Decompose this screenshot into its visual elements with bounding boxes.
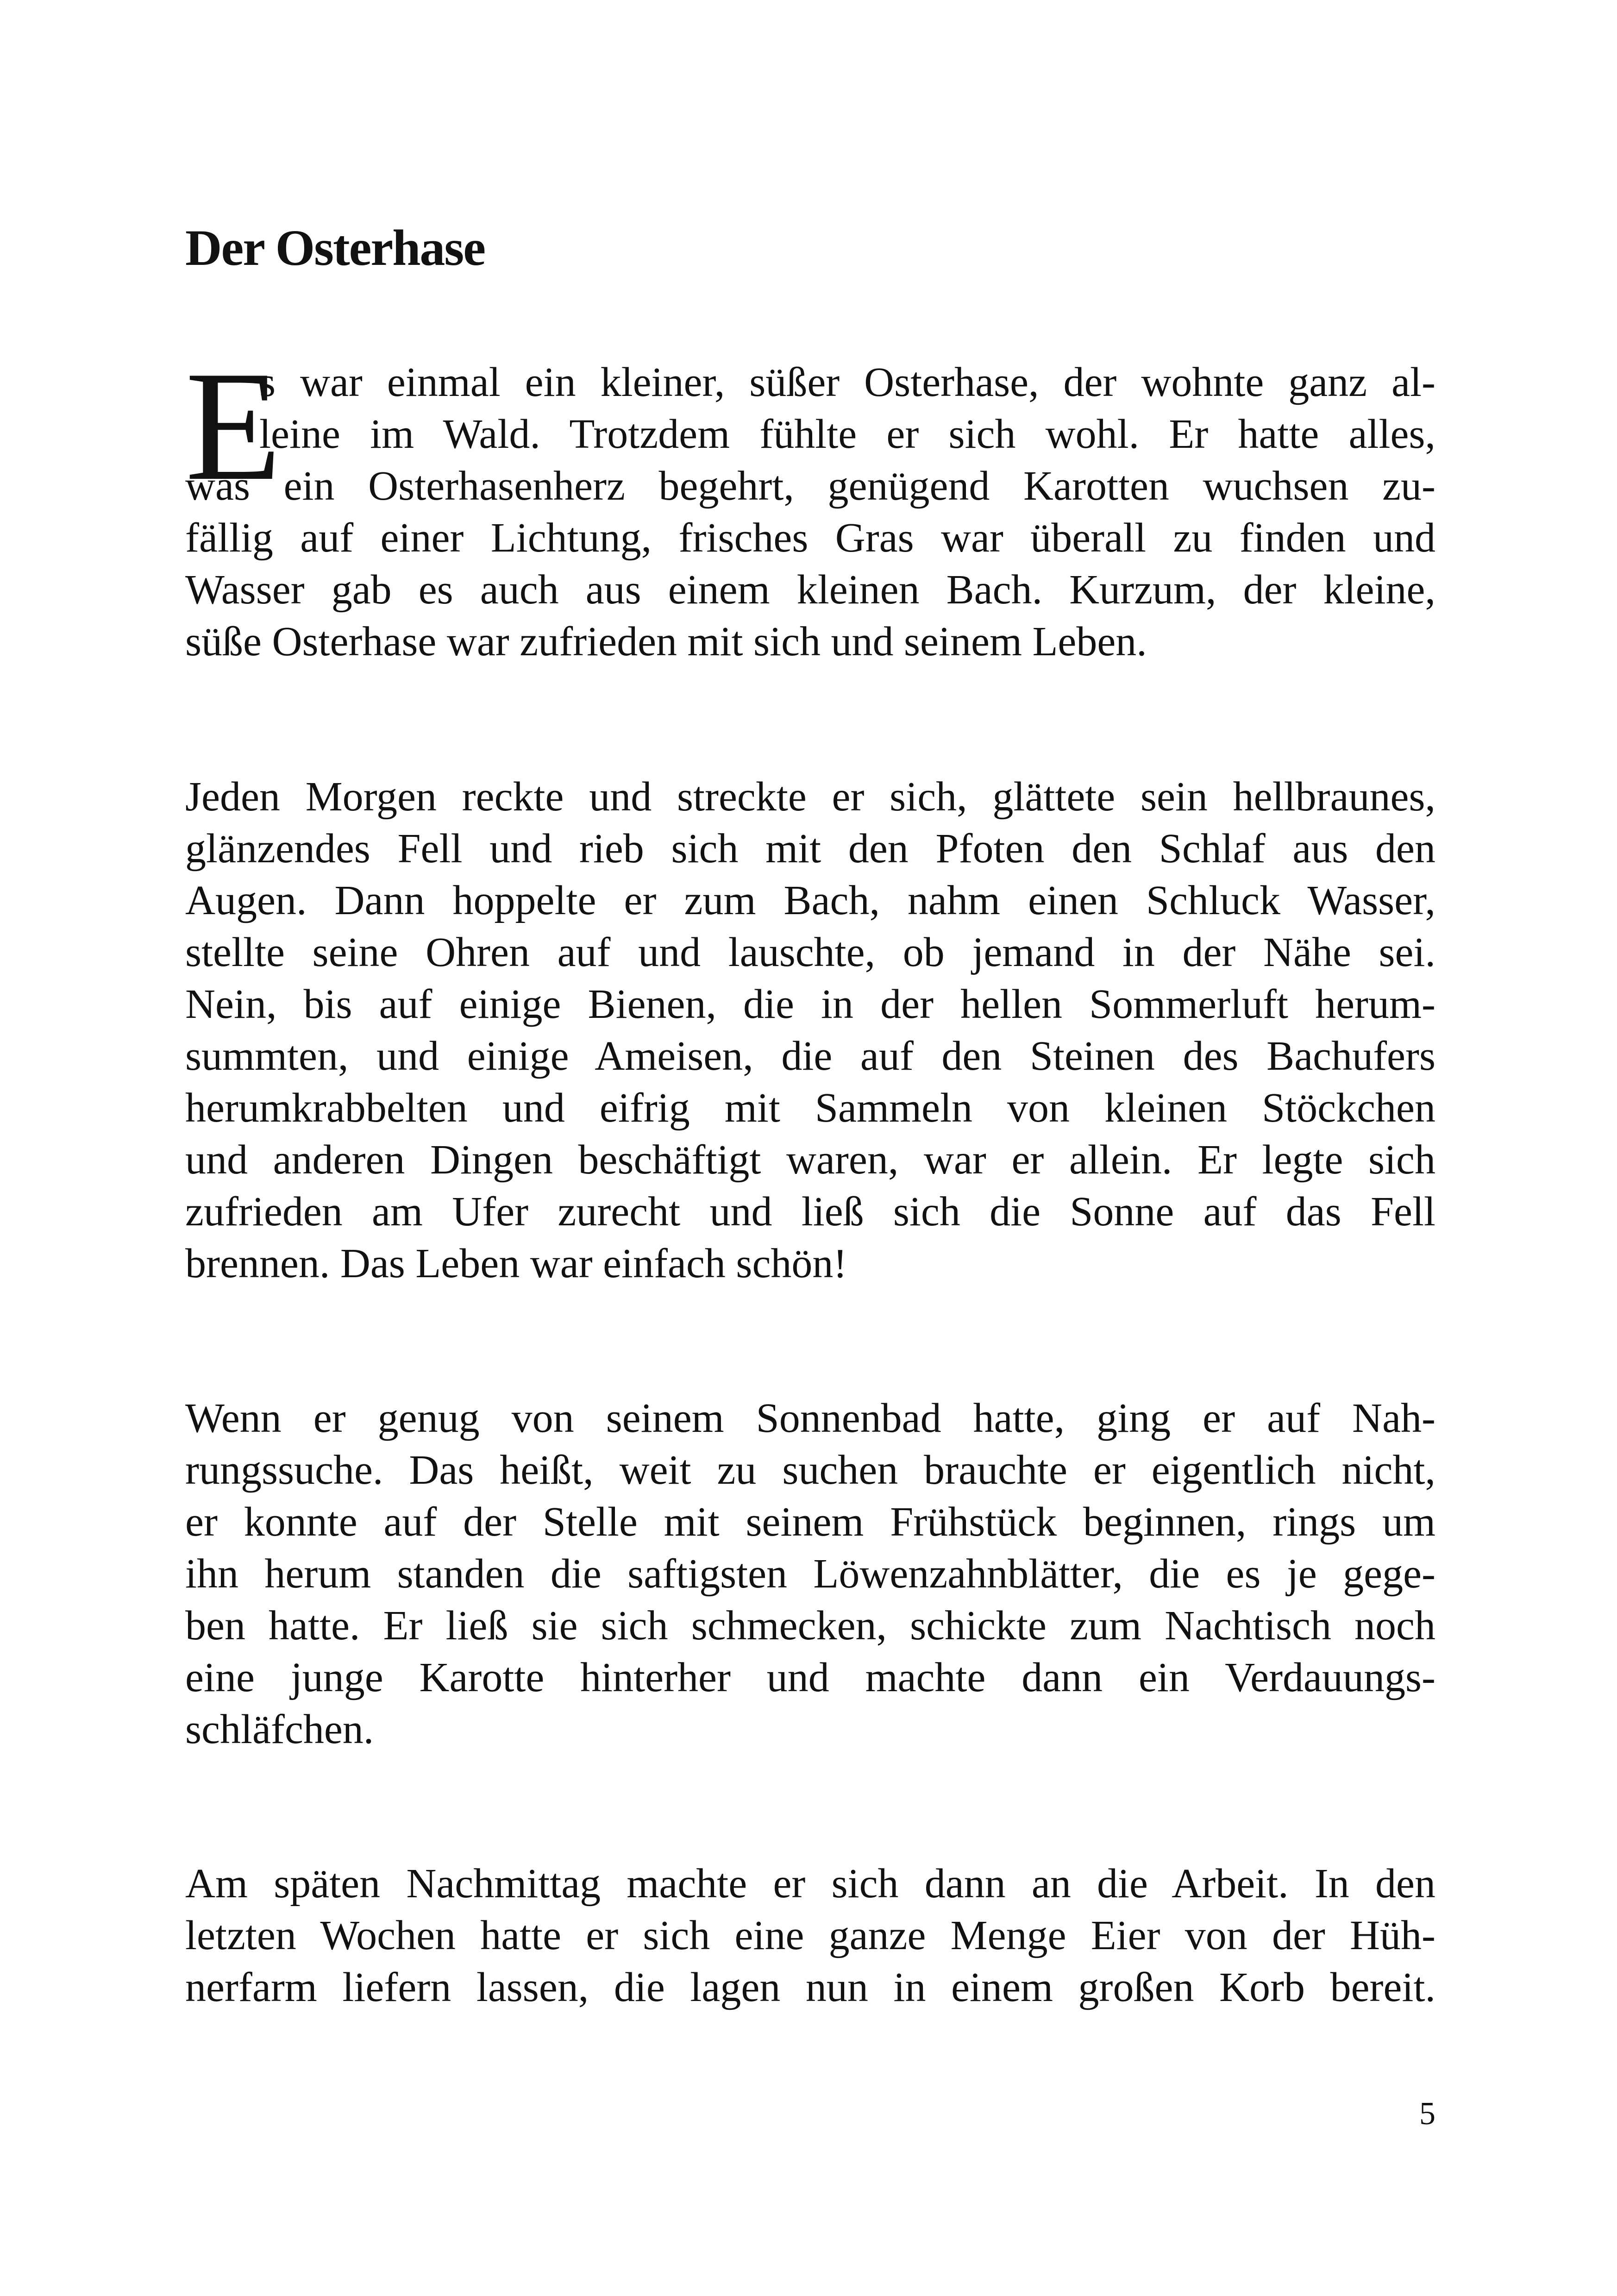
text-line: nerfarm liefern lassen, die lagen nun in einem großen Korb bereit.: [185, 1964, 1435, 2010]
text-line: ihn herum standen die saftigsten Löwenzahnblätter, die es je gege-: [185, 1551, 1435, 1597]
text-line: was ein Osterhasenherz begehrt, genügend Karotten wuchsen zu-: [185, 463, 1435, 509]
text-line: Am späten Nachmittag machte er sich dann an die Arbeit. In den: [185, 1861, 1435, 1907]
text-line: er konnte auf der Stelle mit seinem Frühstück beginnen, rings um: [185, 1499, 1435, 1545]
text-line: und anderen Dingen beschäftigt waren, war er allein. Er legte sich: [185, 1137, 1435, 1183]
text-line: eine junge Karotte hinterher und machte dann ein Verdauungs-: [185, 1655, 1435, 1700]
text-line: glänzendes Fell und rieb sich mit den Pfoten den Schlaf aus den: [185, 826, 1435, 872]
text-line: summten, und einige Ameisen, die auf den Steinen des Bachufers: [185, 1033, 1435, 1079]
text-line: rungssuche. Das heißt, weit zu suchen brauchte er eigentlich nicht,: [185, 1447, 1435, 1493]
drop-cap: E: [185, 339, 282, 513]
text-line: leine im Wald. Trotzdem fühlte er sich wohl. Er hatte alles,: [259, 411, 1435, 457]
text-line: s war einmal ein kleiner, süßer Osterhase, der wohnte ganz al-: [259, 359, 1435, 405]
chapter-title: Der Osterhase: [185, 220, 485, 276]
text-line: Augen. Dann hoppelte er zum Bach, nahm einen Schluck Wasser,: [185, 878, 1435, 923]
text-line: stellte seine Ohren auf und lauschte, ob jemand in der Nähe sei.: [185, 929, 1435, 975]
text-line: zufrieden am Ufer zurecht und ließ sich die Sonne auf das Fell: [185, 1189, 1435, 1235]
text-line: Wenn er genug von seinem Sonnenbad hatte, ging er auf Nah-: [185, 1395, 1435, 1441]
text-line: Wasser gab es auch aus einem kleinen Bach. Kurzum, der kleine,: [185, 567, 1435, 613]
text-line: ben hatte. Er ließ sie sich schmecken, schickte zum Nachtisch noch: [185, 1603, 1435, 1649]
page-number: 5: [1419, 2096, 1435, 2132]
text-line: brennen. Das Leben war einfach schön!: [185, 1241, 847, 1286]
text-line: Nein, bis auf einige Bienen, die in der hellen Sommerluft herum-: [185, 981, 1435, 1027]
text-line: süße Osterhase war zufrieden mit sich und seinem Leben.: [185, 619, 1147, 665]
text-line: herumkrabbelten und eifrig mit Sammeln von kleinen Stöckchen: [185, 1085, 1435, 1131]
text-line: fällig auf einer Lichtung, frisches Gras war überall zu finden und: [185, 515, 1435, 561]
text-line: letzten Wochen hatte er sich eine ganze Menge Eier von der Hüh-: [185, 1913, 1435, 1958]
text-line: schläfchen.: [185, 1706, 374, 1752]
text-line: Jeden Morgen reckte und streckte er sich, glättete sein hellbraunes,: [185, 774, 1435, 820]
